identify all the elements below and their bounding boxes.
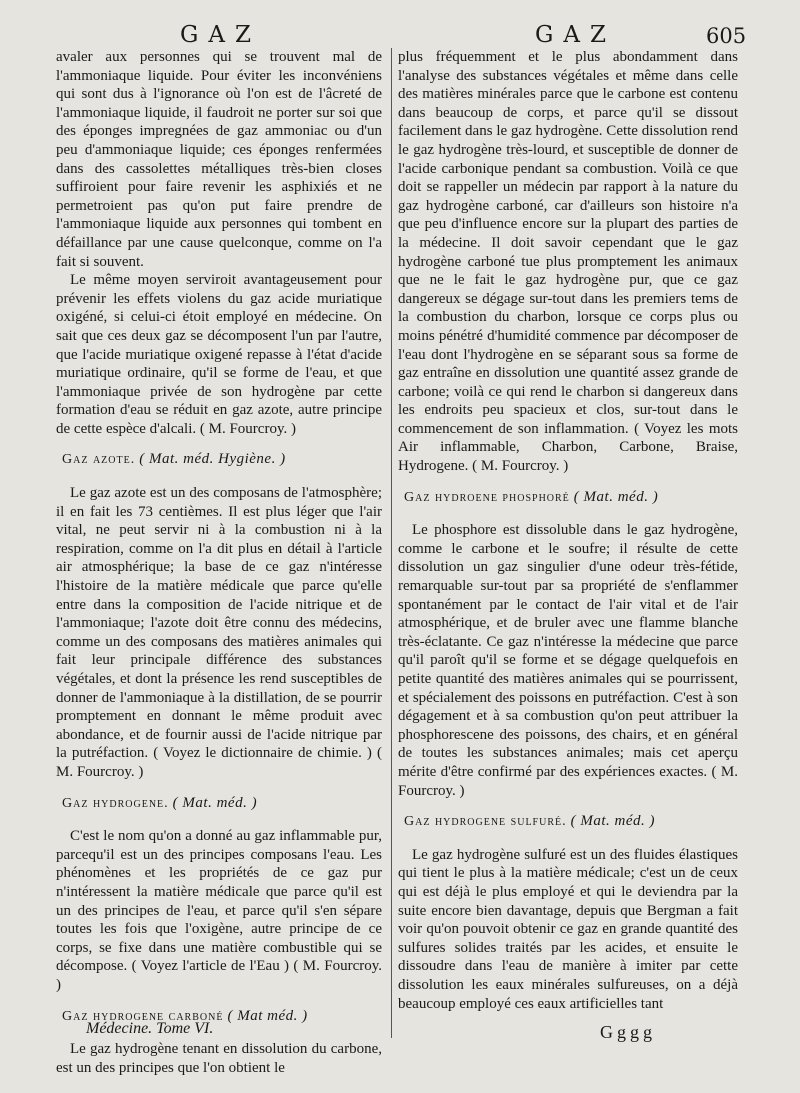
entry-subject: ( Mat. méd. Hygiène. ) <box>139 451 286 468</box>
entry-subject: ( Mat. méd. ) <box>172 794 258 811</box>
citation: ( Voyez le dictionnaire de chimie. ) ( M. Fourcroy. ) <box>56 745 382 780</box>
entry-subject: ( Mat. méd. ) <box>570 813 656 830</box>
citation: ( M. Fourcroy. ) <box>398 763 738 799</box>
paragraph <box>56 484 382 782</box>
citation: ( M. Fourcroy. ) <box>199 420 296 437</box>
paragraph-text: Le même moyen serviroit avantageusement pour prévenir les effets violens du gaz acide muriatique oxigéné, si celui-ci étoit employé en médecine. On sait que ces deux gaz se décomposent l'un par l'autre, que l'acide muriatique oxigené repasse à l'état d'acide muriatique ordinaire, qu'il se forme de l'eau, et que l'ammoniaque privée de son hydrogène par cette formation d'eau se réduit en gaz azote, autre principe de cette espèce d'alcali. <box>56 272 382 437</box>
entry-title: Gaz azote. <box>62 452 136 468</box>
entry-heading <box>404 812 738 832</box>
citation: ( Voyez les mots Air inflammable, Charbon, Carbone, Braise, Hydrogene. ( M. Fourcroy. ) <box>398 420 738 475</box>
header-right-title: GAZ <box>535 22 616 48</box>
entry-title: Gaz hydrogene carboné <box>62 1008 224 1024</box>
paragraph <box>56 271 382 438</box>
paragraph <box>398 521 738 800</box>
entry-subject: ( Mat. méd. ) <box>573 488 659 505</box>
footer-volume-note: Médecine. Tome VI. <box>86 1020 214 1037</box>
entry-heading <box>62 794 382 814</box>
left-column <box>56 48 382 1077</box>
entry-title: Gaz hydrogene. <box>62 795 169 811</box>
paragraph-text: plus fréquemment et le plus abondamment dans l'analyse des substances végétales et même dans celle des matières minérales parce que le carbone est contenu dans beaucoup de corps, et parce qu'il se dissout facilement dans le gaz hydrogène. Cette dissolution rend le gaz hydrogène très-lourd, et susceptible de donner de l'acide carbonique pendant sa combustion. Voilà ce que doit se rappeller un médecin par rapport à la nature du gaz hydrogène carboné, car d'ailleurs son histoire n'a que peu d'influence encore sur la plupart des parties de la médecine. Il doit savoir cependant que le gaz hydrogène carboné tue plus promptement les animaux que ne le fait le gaz hydrogène pur, que ce gaz dangereux se dégage sur-tout dans les premiers tems de la combustion du charbon, lorsque ce corps plus ou moins pénétré d'humidité commence par décomposer de l'eau dont l'hydrogène en se séparant sous sa forme de gaz entraîne en dissolution une quantité assez grande de carbone; voilà ce qui rend le charbon si dangereux dans les endroits peu spacieux et clos, sur-tout dans le commencement de son inflammation. <box>398 49 738 437</box>
entry-heading <box>404 488 738 508</box>
paragraph <box>56 827 382 994</box>
citation: ( Voyez l'article de l'Eau ) ( M. Fourcroy. ) <box>56 958 382 993</box>
paragraph <box>398 48 738 476</box>
entry-heading <box>62 450 382 470</box>
paragraph: avaler aux personnes qui se trouvent mal de l'ammoniaque liquide. Pour éviter les inconvéniens qui sont dus à l'ignorance où l'on est de l'âcreté de l'ammoniaque liquide, il faudroit ne porter sur soi que des éponges impregnées de gaz ammoniac ou d'un peu d'ammoniaque liquide; ces éponges renfermées dans des cassolettes métalliques très-bien closes suffiroient pour faire revenir les asphixiés et ne permetroient pas qu'on put faire prendre de l'ammoniaque liquide aux personnes qui tombent en défaillance par une cause quelconque, comme on l'a fait si souvent. <box>56 49 382 270</box>
page-number: 605 <box>706 24 747 48</box>
paragraph: Le gaz hydrogène tenant en dissolution du carbone, est un des principes que l'on obtient le <box>56 1041 382 1076</box>
entry-subject: ( Mat méd. ) <box>227 1007 308 1024</box>
entry-title: Gaz hydroene phosphoré <box>404 489 570 505</box>
entry-title: Gaz hydrogene sulfuré. <box>404 814 567 830</box>
footer-signature-mark: Gggg <box>600 1022 656 1042</box>
paragraph-text: Le phosphore est dissoluble dans le gaz hydrogène, comme le carbone et le soufre; il résulte de cette dissolution un gaz singulier d'une odeur très-fétide, remarquable sur-tout par sa propriété de s'enflammer spontanément par le contact de l'air vital et de l'air atmosphérique, et de bruler avec une flamme blanche très-éclatante. Ce gaz n'intéresse la médecine que parce qu'il paroît qu'il se forme et se dégage quelquefois en petite quantité des matières animales qui se pourrissent, et spécialement des poissons en putréfaction. C'est à son dégagement et à sa combustion qu'on peut attribuer la phosphorescene des poissons, des chairs, et en général de toutes les substances animales; mais cet aperçu mérite d'être confirmé par des expériences exactes. <box>398 522 738 780</box>
header-left-title: GAZ <box>180 22 261 48</box>
column-divider <box>391 48 392 1038</box>
paragraph-text: C'est le nom qu'on a donné au gaz inflammable pur, parcequ'il est un des principes composans l'eau. Les phénomènes et les propriétés de ce gaz pur n'intéressent la matière médicale que parce qu'il est un des principes de l'eau, et parce qu'il s'en sépare toutes les fois que l'oxigène, autre principe de ce corps, se fixe dans une matière combustible qui se décompose. <box>56 828 382 975</box>
right-column <box>398 48 738 1013</box>
paragraph: Le gaz hydrogène sulfuré est un des fluides élastiques qui tient le plus à la matière médicale; c'est un de ceux qui est déjà le plus employé et qui le deviendra par la suite encore bien davantage, depuis que Bergman a fait voir qu'on pouvoit obtenir ce gaz en grande quantité des sulfures solides traités par les acides, et ensuite le dissoudre dans l'eau de manière à imiter par cette dissolution les eaux minérales sulfureuses, on a déjà beaucoup employé ces eaux artificielles tant <box>398 846 738 1012</box>
paragraph-text: Le gaz azote est un des composans de l'atmosphère; il en fait les 73 centièmes. Il est plus léger que l'air vital, ne peut servir ni à la combustion ni à la respiration, comme on l'a dit plus en détail à l'article air atmosphérique; la base de ce gaz n'intéresse l'histoire de la matière médicale que parce qu'elle entre dans la composition de l'acide nitrique et de l'ammoniaque; l'azote doit être connu des médecins, comme un des composans des matières animales qui fait leur principale différence des substances végétales, et dont la présence les rend susceptibles de donner de l'ammoniaque à la distillation, de se pourrir promptement en donnant le même produit avec abondance, et de fournir aussi de l'acide nitrique par la putréfaction. <box>56 485 382 762</box>
